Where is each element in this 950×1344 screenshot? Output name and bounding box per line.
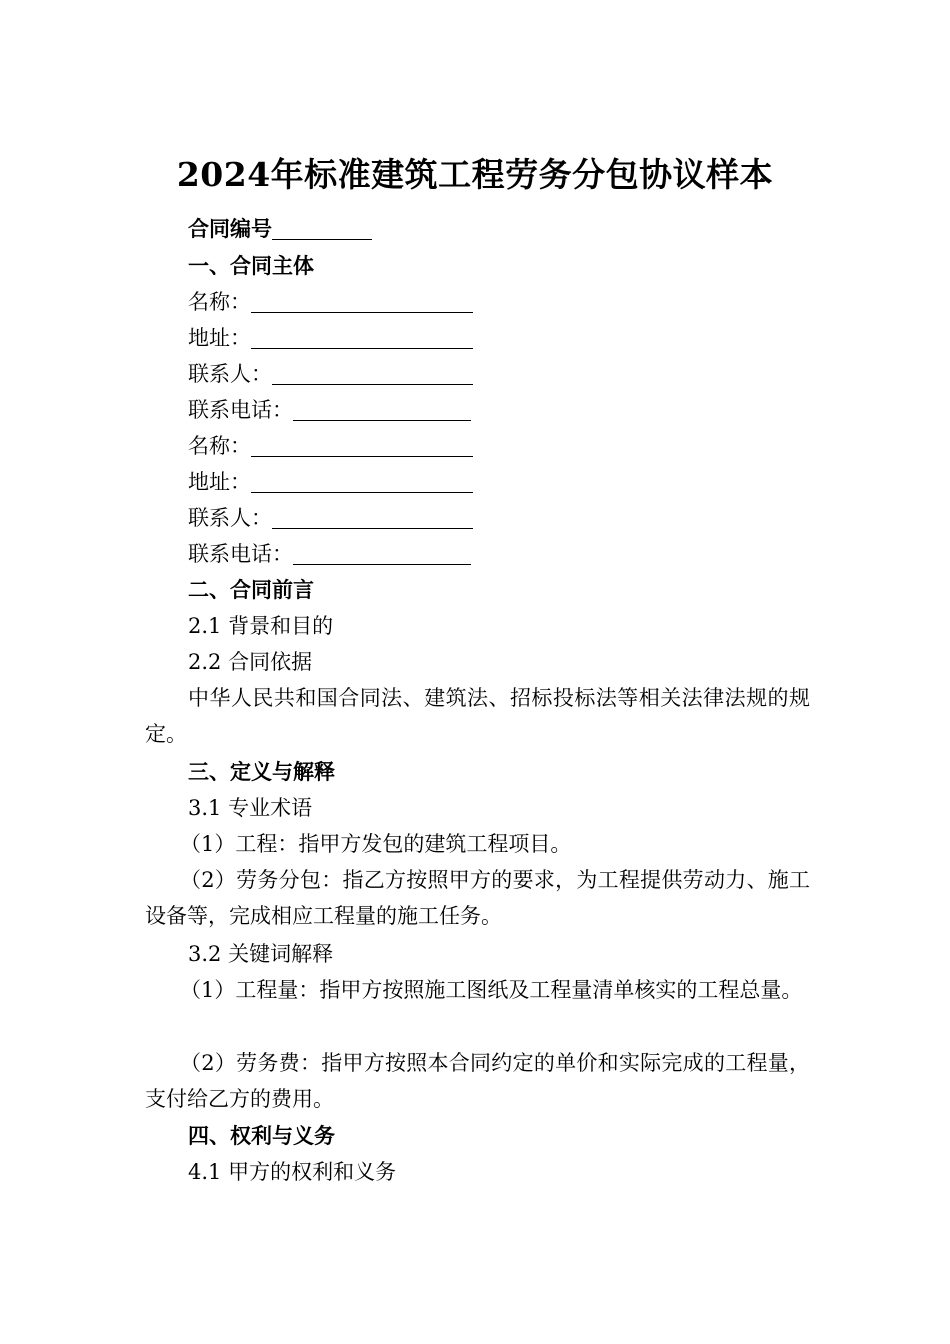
section-3-2-item-1: （1）工程量：指甲方按照施工图纸及工程量清单核实的工程总量。	[180, 978, 803, 1002]
section-3-1-item-1: （1）工程：指甲方发包的建筑工程项目。	[180, 832, 572, 856]
party-a-contact-line	[188, 359, 473, 389]
party-b-name-line	[188, 431, 473, 461]
section-2-2: 2.2 合同依据	[188, 650, 313, 674]
section-3-2-item-2: （2）劳务费：指甲方按照本合同约定的单价和实际完成的工程量，支付给乙方的费用。	[145, 1051, 810, 1111]
party-a-contact-blank	[272, 364, 473, 385]
party-b-name-label: 名称：	[188, 434, 251, 458]
party-a-name-blank	[251, 292, 473, 313]
section-2-2-text: 中华人民共和国合同法、建筑法、招标投标法等相关法律法规的规定。	[145, 686, 810, 746]
party-b-contact-label: 联系人：	[188, 506, 272, 530]
party-a-phone-blank	[293, 400, 471, 421]
section-3-1-item-2: （2）劳务分包：指乙方按照甲方的要求，为工程提供劳动力、施工设备等，完成相应工程量的施工任务。	[145, 868, 810, 928]
party-b-address-line	[188, 467, 473, 497]
party-a-name-label: 名称：	[188, 290, 251, 314]
party-b-contact-line	[188, 503, 473, 533]
party-a-address-line	[188, 323, 473, 353]
contract-number-blank	[272, 219, 372, 240]
section-3-2: 3.2 关键词解释	[188, 942, 334, 966]
party-b-contact-blank	[272, 508, 473, 529]
party-b-address-blank	[251, 472, 473, 493]
party-a-address-label: 地址：	[188, 326, 251, 350]
section-2-1: 2.1 背景和目的	[188, 614, 334, 638]
document-title: 2024年标准建筑工程劳务分包协议样本	[176, 155, 774, 194]
party-b-phone-label: 联系电话：	[188, 542, 293, 566]
party-a-phone-label: 联系电话：	[188, 398, 293, 422]
section-3-1: 3.1 专业术语	[188, 796, 313, 820]
section-4-1: 4.1 甲方的权利和义务	[188, 1160, 397, 1184]
section-2-heading: 二、合同前言	[188, 577, 314, 602]
contract-number-line	[188, 214, 372, 244]
party-a-name-line	[188, 287, 473, 317]
party-a-address-blank	[251, 328, 473, 349]
party-b-address-label: 地址：	[188, 470, 251, 494]
section-1-heading: 一、合同主体	[188, 253, 314, 278]
party-b-name-blank	[251, 436, 473, 457]
party-a-contact-label: 联系人：	[188, 362, 272, 386]
party-b-phone-blank	[293, 544, 471, 565]
section-4-heading: 四、权利与义务	[188, 1123, 335, 1148]
section-3-heading: 三、定义与解释	[188, 759, 335, 784]
party-b-phone-line	[188, 539, 471, 569]
contract-number-label: 合同编号	[188, 216, 272, 241]
party-a-phone-line	[188, 395, 471, 425]
